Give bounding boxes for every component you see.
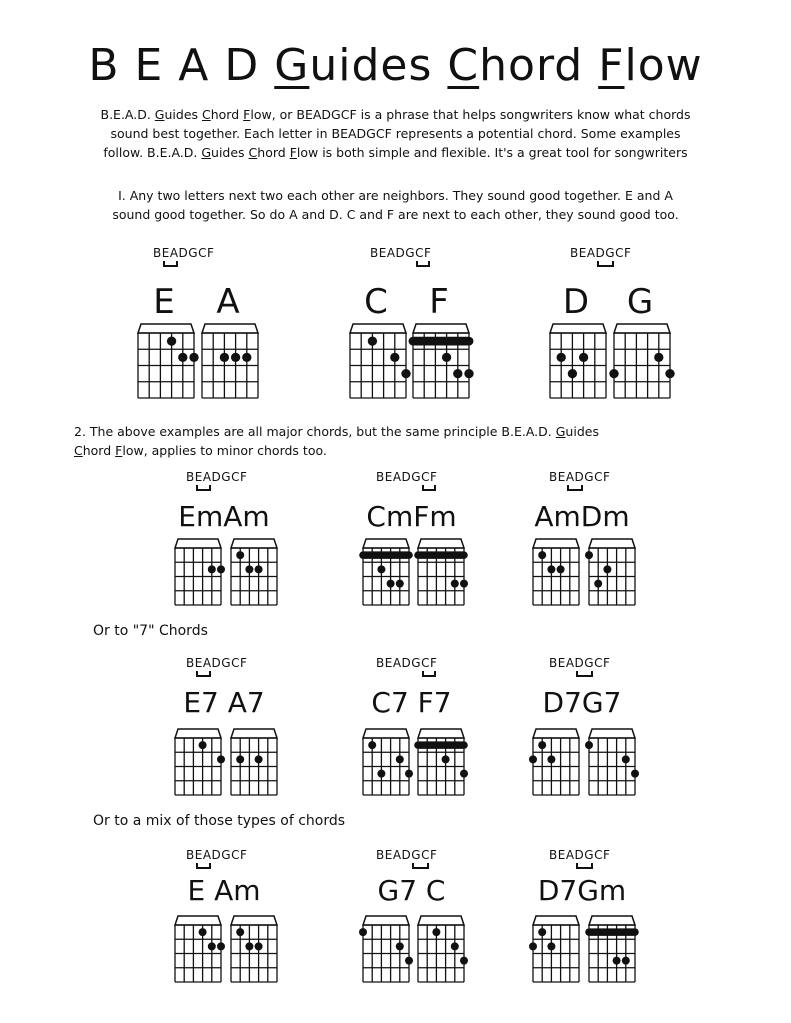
- chord-nut: [614, 324, 670, 333]
- chord-dot: [368, 336, 377, 345]
- point-2-text: 2. The above examples are all major chords, but the same principle B.E.A.D.: [74, 424, 556, 439]
- chord-diagram-d: [548, 322, 608, 410]
- chord-nut: [418, 729, 464, 738]
- intro-text: C: [248, 145, 258, 160]
- mix-chords-heading: Or to a mix of those types of chords: [93, 813, 346, 829]
- chord-diagram-gm: [587, 914, 637, 994]
- chord-diagram-am: [229, 914, 279, 994]
- chord-dot: [613, 957, 621, 965]
- chord-nut: [413, 324, 469, 333]
- chord-dot: [585, 551, 593, 559]
- chord-dot: [220, 353, 229, 362]
- sequence-text: BEADG: [376, 656, 422, 670]
- sequence-pair: CF: [415, 246, 431, 260]
- chord-nut: [418, 916, 464, 925]
- chord-diagram-c: [416, 914, 466, 994]
- pair-bracket: [576, 671, 594, 677]
- chord-dot: [529, 755, 537, 763]
- sequence-pair: GC: [411, 848, 430, 862]
- point-2-text: hord: [82, 443, 116, 458]
- chord-dot: [167, 336, 176, 345]
- sequence-text: B: [186, 848, 195, 862]
- title-part: C: [447, 40, 480, 91]
- sequence-text: DGCF: [178, 246, 215, 260]
- sequence-text: B: [186, 470, 195, 484]
- intro-text: low, or BEADGCF is a phrase that helps songwriters know what chords: [250, 107, 691, 122]
- chord-name-pair: G7 C: [377, 874, 446, 907]
- chord-dot: [547, 565, 555, 573]
- chord-name: C: [364, 282, 388, 322]
- intro-paragraph: [20, 105, 771, 162]
- chord-dot: [255, 755, 263, 763]
- chord-dot: [538, 741, 546, 749]
- pair-bracket: [597, 261, 615, 267]
- pair-bracket: [412, 863, 429, 869]
- chord-dot: [654, 353, 663, 362]
- chord-name: G: [626, 282, 654, 322]
- chord-nut: [175, 729, 221, 738]
- sequence-label: [186, 848, 247, 862]
- sequence-label: [186, 656, 247, 670]
- chord-nut: [589, 916, 635, 925]
- chord-dot: [557, 565, 565, 573]
- chord-diagram-c7: [361, 727, 411, 807]
- chord-nut: [533, 916, 579, 925]
- title-part: B E A D: [88, 40, 275, 91]
- chord-dot: [242, 353, 251, 362]
- sequence-text: DGCF: [211, 656, 248, 670]
- chord-dot: [208, 565, 216, 573]
- chord-dot: [245, 942, 253, 950]
- sequence-pair: AD: [566, 470, 584, 484]
- intro-text: hord: [210, 107, 244, 122]
- chord-diagram-am: [229, 537, 279, 617]
- intro-text: F: [243, 107, 251, 122]
- intro-text: follow. B.E.A.D.: [103, 145, 202, 160]
- chord-dot: [529, 942, 537, 950]
- chord-dot: [217, 565, 225, 573]
- chord-name-pair: E Am: [187, 874, 261, 907]
- seventh-chords-heading: Or to "7" Chords: [93, 623, 208, 639]
- chord-dot: [199, 928, 207, 936]
- chord-diagram-e: [173, 914, 223, 994]
- pair-bracket: [163, 261, 178, 267]
- chord-dot: [451, 942, 459, 950]
- intro-line: [20, 124, 771, 143]
- chord-dot: [547, 755, 555, 763]
- chord-dot: [245, 565, 253, 573]
- chord-dot: [464, 369, 473, 378]
- chord-nut: [363, 916, 409, 925]
- chord-diagram-em: [173, 537, 223, 617]
- chord-nut: [418, 539, 464, 548]
- sequence-pair: EA: [195, 656, 212, 670]
- chord-nut: [533, 729, 579, 738]
- chord-dot: [538, 928, 546, 936]
- chord-nut: [550, 324, 606, 333]
- sequence-pair: EA: [162, 246, 179, 260]
- chord-nut: [589, 729, 635, 738]
- chord-name: D: [562, 282, 590, 322]
- sequence-pair: CF: [421, 470, 437, 484]
- chord-diagram-e: [136, 322, 196, 410]
- chord-diagram-a: [200, 322, 260, 410]
- chord-diagram-c: [348, 322, 408, 410]
- sequence-label: [153, 246, 214, 260]
- chord-dot: [460, 770, 468, 778]
- sequence-label: [570, 246, 631, 260]
- chord-dot: [585, 741, 593, 749]
- chord-nut: [138, 324, 194, 333]
- point-2-text: C: [74, 443, 83, 458]
- intro-text: uides: [164, 107, 202, 122]
- intro-line: [20, 143, 771, 162]
- chord-dot: [208, 942, 216, 950]
- chord-dot: [255, 942, 263, 950]
- chord-dot: [396, 755, 404, 763]
- title-part: hord: [479, 40, 599, 91]
- chord-name-pair: C7 F7: [371, 686, 452, 719]
- sequence-label: [370, 246, 431, 260]
- sequence-text: GCF: [584, 470, 611, 484]
- chord-nut: [363, 539, 409, 548]
- chord-dot: [231, 353, 240, 362]
- sequence-text: F: [429, 848, 438, 862]
- chord-name: F: [429, 282, 449, 322]
- chord-dot: [405, 770, 413, 778]
- pair-bracket: [422, 671, 436, 677]
- chord-diagram-f: [411, 322, 471, 410]
- chord-diagram-fm: [416, 537, 466, 617]
- chord-dot: [236, 755, 244, 763]
- sequence-pair: DG: [596, 246, 616, 260]
- sequence-text: BEA: [570, 246, 596, 260]
- sequence-text: B: [186, 656, 195, 670]
- chord-dot: [217, 755, 225, 763]
- intro-text: G: [201, 145, 212, 160]
- chord-name-pair: EmAm: [178, 500, 270, 533]
- chord-diagram-g7: [587, 727, 637, 807]
- chord-dot: [199, 741, 207, 749]
- intro-text: C: [202, 107, 211, 122]
- chord-dot: [622, 755, 630, 763]
- sequence-text: BEADG: [376, 470, 422, 484]
- chord-diagram-d7: [531, 914, 581, 994]
- chord-dot: [401, 369, 410, 378]
- sequence-label: [549, 848, 610, 862]
- title-part: uides: [309, 40, 448, 91]
- intro-text: G: [154, 107, 165, 122]
- pair-bracket: [576, 863, 594, 869]
- chord-nut: [231, 916, 277, 925]
- point-1-paragraph: [20, 186, 771, 224]
- chord-name-pair: E7 A7: [183, 686, 265, 719]
- chord-dot: [442, 353, 451, 362]
- sequence-label: [376, 470, 437, 484]
- chord-name-pair: D7Gm: [537, 874, 627, 907]
- chord-nut: [175, 916, 221, 925]
- chord-dot: [460, 957, 468, 965]
- chord-dot: [390, 353, 399, 362]
- chord-dot: [622, 957, 630, 965]
- intro-text: B.E.A.D.: [100, 107, 155, 122]
- intro-text: hord: [257, 145, 290, 160]
- sequence-text: CF: [615, 246, 632, 260]
- chord-dot: [359, 928, 367, 936]
- page-title: [0, 40, 791, 91]
- chord-dot: [603, 565, 611, 573]
- chord-diagram-g7: [361, 914, 411, 994]
- sequence-pair: DG: [575, 656, 595, 670]
- chord-diagram-dm: [587, 537, 637, 617]
- chord-name-pair: AmDm: [534, 500, 630, 533]
- chord-dot: [568, 369, 577, 378]
- chord-dot: [631, 770, 639, 778]
- point-2-line: [74, 441, 599, 460]
- sequence-label: [549, 470, 610, 484]
- chord-nut: [202, 324, 258, 333]
- chord-dot: [579, 353, 588, 362]
- chord-dot: [368, 741, 376, 749]
- chord-name-pair: D7G7: [542, 686, 622, 719]
- chord-nut: [175, 539, 221, 548]
- chord-diagram-e7: [173, 727, 223, 807]
- chord-dot: [255, 565, 263, 573]
- chord-nut: [533, 539, 579, 548]
- sequence-label: [549, 656, 610, 670]
- point-2-text: uides: [565, 424, 599, 439]
- point-2-text: F: [115, 443, 123, 458]
- intro-line: [20, 105, 771, 124]
- pair-bracket: [422, 485, 436, 491]
- chord-nut: [363, 729, 409, 738]
- sequence-text: BE: [549, 470, 566, 484]
- sequence-label: [186, 470, 247, 484]
- chord-dot: [557, 353, 566, 362]
- sequence-text: BEADG: [370, 246, 416, 260]
- pair-bracket: [196, 863, 211, 869]
- title-part: G: [274, 40, 310, 91]
- chord-dot: [396, 580, 404, 588]
- intro-text: F: [289, 145, 297, 160]
- chord-nut: [231, 729, 277, 738]
- point-2-line: [74, 422, 599, 441]
- title-part: F: [598, 40, 625, 91]
- sequence-label: [376, 656, 437, 670]
- chord-dot: [547, 942, 555, 950]
- chord-diagram-cm: [361, 537, 411, 617]
- point-1-line: sound good together. So do A and D. C and F are next to each other, they sound good too.: [112, 207, 679, 222]
- chord-dot: [377, 770, 385, 778]
- pair-bracket: [196, 485, 211, 491]
- chord-diagram-f7: [416, 727, 466, 807]
- intro-text: sound best together. Each letter in BEADGCF represents a potential chord. Some examples: [110, 126, 681, 141]
- intro-text: low is both simple and flexible. It's a great tool for songwriters: [296, 145, 688, 160]
- point-2-paragraph: [74, 422, 599, 460]
- chord-dot: [236, 928, 244, 936]
- sequence-text: BEA: [549, 656, 575, 670]
- chord-dot: [460, 580, 468, 588]
- sequence-text: B: [153, 246, 162, 260]
- chord-dot: [442, 755, 450, 763]
- sequence-pair: EA: [195, 848, 212, 862]
- sequence-pair: CF: [421, 656, 437, 670]
- sequence-text: DGCF: [211, 848, 248, 862]
- chord-dot: [451, 580, 459, 588]
- chord-dot: [377, 565, 385, 573]
- chord-diagram-g: [612, 322, 672, 410]
- point-1-line: I. Any two letters next two each other are neighbors. They sound good together. E and A: [118, 188, 673, 203]
- intro-text: uides: [211, 145, 249, 160]
- chord-nut: [350, 324, 406, 333]
- chord-dot: [453, 369, 462, 378]
- chord-dot: [538, 551, 546, 559]
- chord-dot: [236, 551, 244, 559]
- chord-name: A: [216, 282, 240, 322]
- point-2-text: low, applies to minor chords too.: [122, 443, 327, 458]
- chord-nut: [231, 539, 277, 548]
- sequence-text: CF: [594, 656, 611, 670]
- chord-dot: [432, 928, 440, 936]
- sequence-label: [376, 848, 437, 862]
- point-2-text: G: [555, 424, 566, 439]
- pair-bracket: [416, 261, 430, 267]
- chord-name: E: [153, 282, 175, 322]
- sequence-text: DGCF: [211, 470, 248, 484]
- pair-bracket: [196, 671, 211, 677]
- chord-dot: [405, 957, 413, 965]
- chord-dot: [609, 369, 618, 378]
- sequence-pair: DG: [575, 848, 595, 862]
- chord-dot: [189, 353, 198, 362]
- pair-bracket: [567, 485, 583, 491]
- chord-diagram-a7: [229, 727, 279, 807]
- chord-nut: [589, 539, 635, 548]
- chord-dot: [217, 942, 225, 950]
- sequence-text: BEAD: [376, 848, 412, 862]
- title-part: low: [624, 40, 703, 91]
- sequence-pair: EA: [195, 470, 212, 484]
- chord-name-pair: CmFm: [366, 500, 457, 533]
- chord-dot: [396, 942, 404, 950]
- sequence-text: CF: [594, 848, 611, 862]
- sequence-text: BEA: [549, 848, 575, 862]
- chord-dot: [665, 369, 674, 378]
- chord-dot: [594, 580, 602, 588]
- chord-diagram-d7: [531, 727, 581, 807]
- chord-dot: [387, 580, 395, 588]
- chord-diagram-am: [531, 537, 581, 617]
- chord-dot: [178, 353, 187, 362]
